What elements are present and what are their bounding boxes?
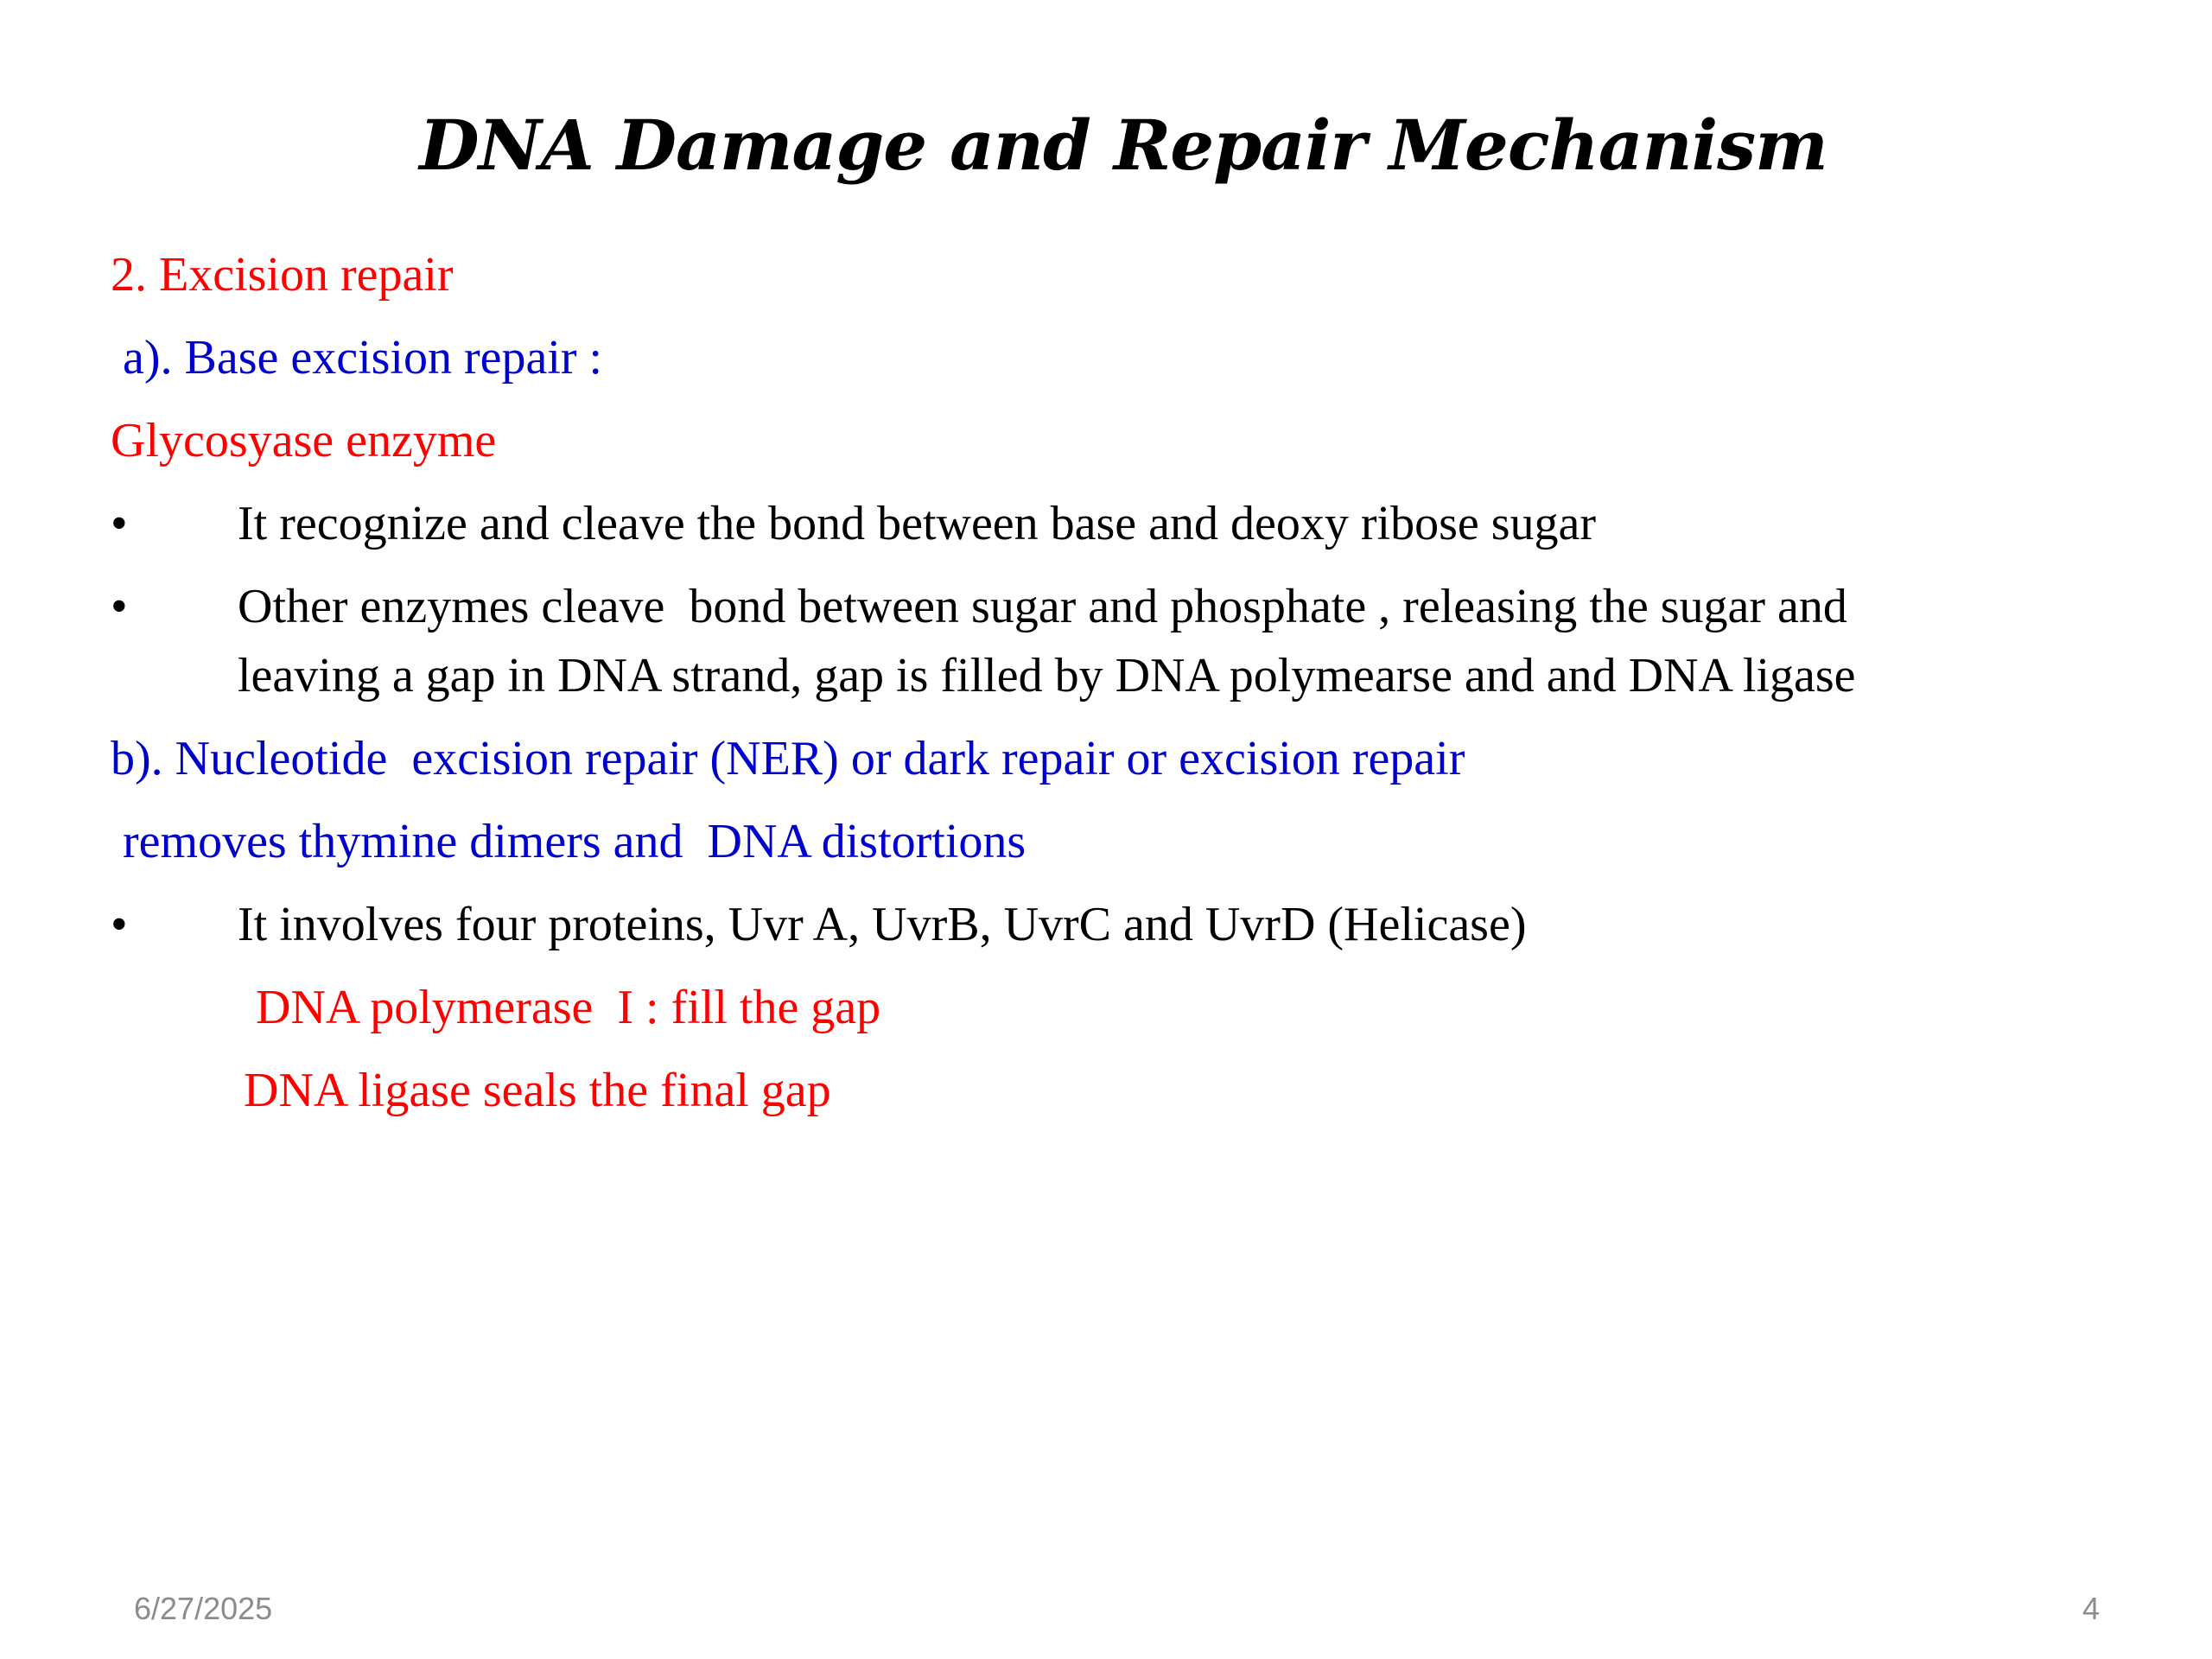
bullet-text-other-enzymes-line2: leaving a gap in DNA strand, gap is filled by DNA polymearse and and DNA ligase xyxy=(238,649,1856,702)
bullet-text-recognize: It recognize and cleave the bond between base and deoxy ribose sugar xyxy=(238,497,1597,550)
bullet-marker: • xyxy=(111,898,128,951)
heading-base-excision-repair: a). Base excision repair : xyxy=(111,331,603,385)
heading-nucleotide-excision-repair: b). Nucleotide excision repair (NER) or dark repair or excision repair xyxy=(111,732,1465,785)
slide-title: DNA Damage and Repair Mechanism xyxy=(419,105,1827,186)
footer-date: 6/27/2025 xyxy=(134,1591,273,1626)
bullet-marker: • xyxy=(111,497,128,550)
footer-page-number: 4 xyxy=(2082,1591,2101,1626)
bullet-text-other-enzymes-line1: Other enzymes cleave bond between sugar and phosphate , releasing the sugar and xyxy=(238,580,1847,633)
ligase-line: DNA ligase seals the final gap xyxy=(244,1064,831,1117)
bullet-marker: • xyxy=(111,580,128,633)
ner-description: removes thymine dimers and DNA distortions xyxy=(111,815,1027,868)
heading-excision-repair: 2. Excision repair xyxy=(111,248,454,302)
bullet-text-four-proteins: It involves four proteins, Uvr A, UvrB, UvrC and UvrD (Helicase) xyxy=(238,898,1527,951)
polymerase-line: DNA polymerase I : fill the gap xyxy=(256,981,881,1034)
glycosylase-enzyme-label: Glycosyase enzyme xyxy=(111,414,497,467)
